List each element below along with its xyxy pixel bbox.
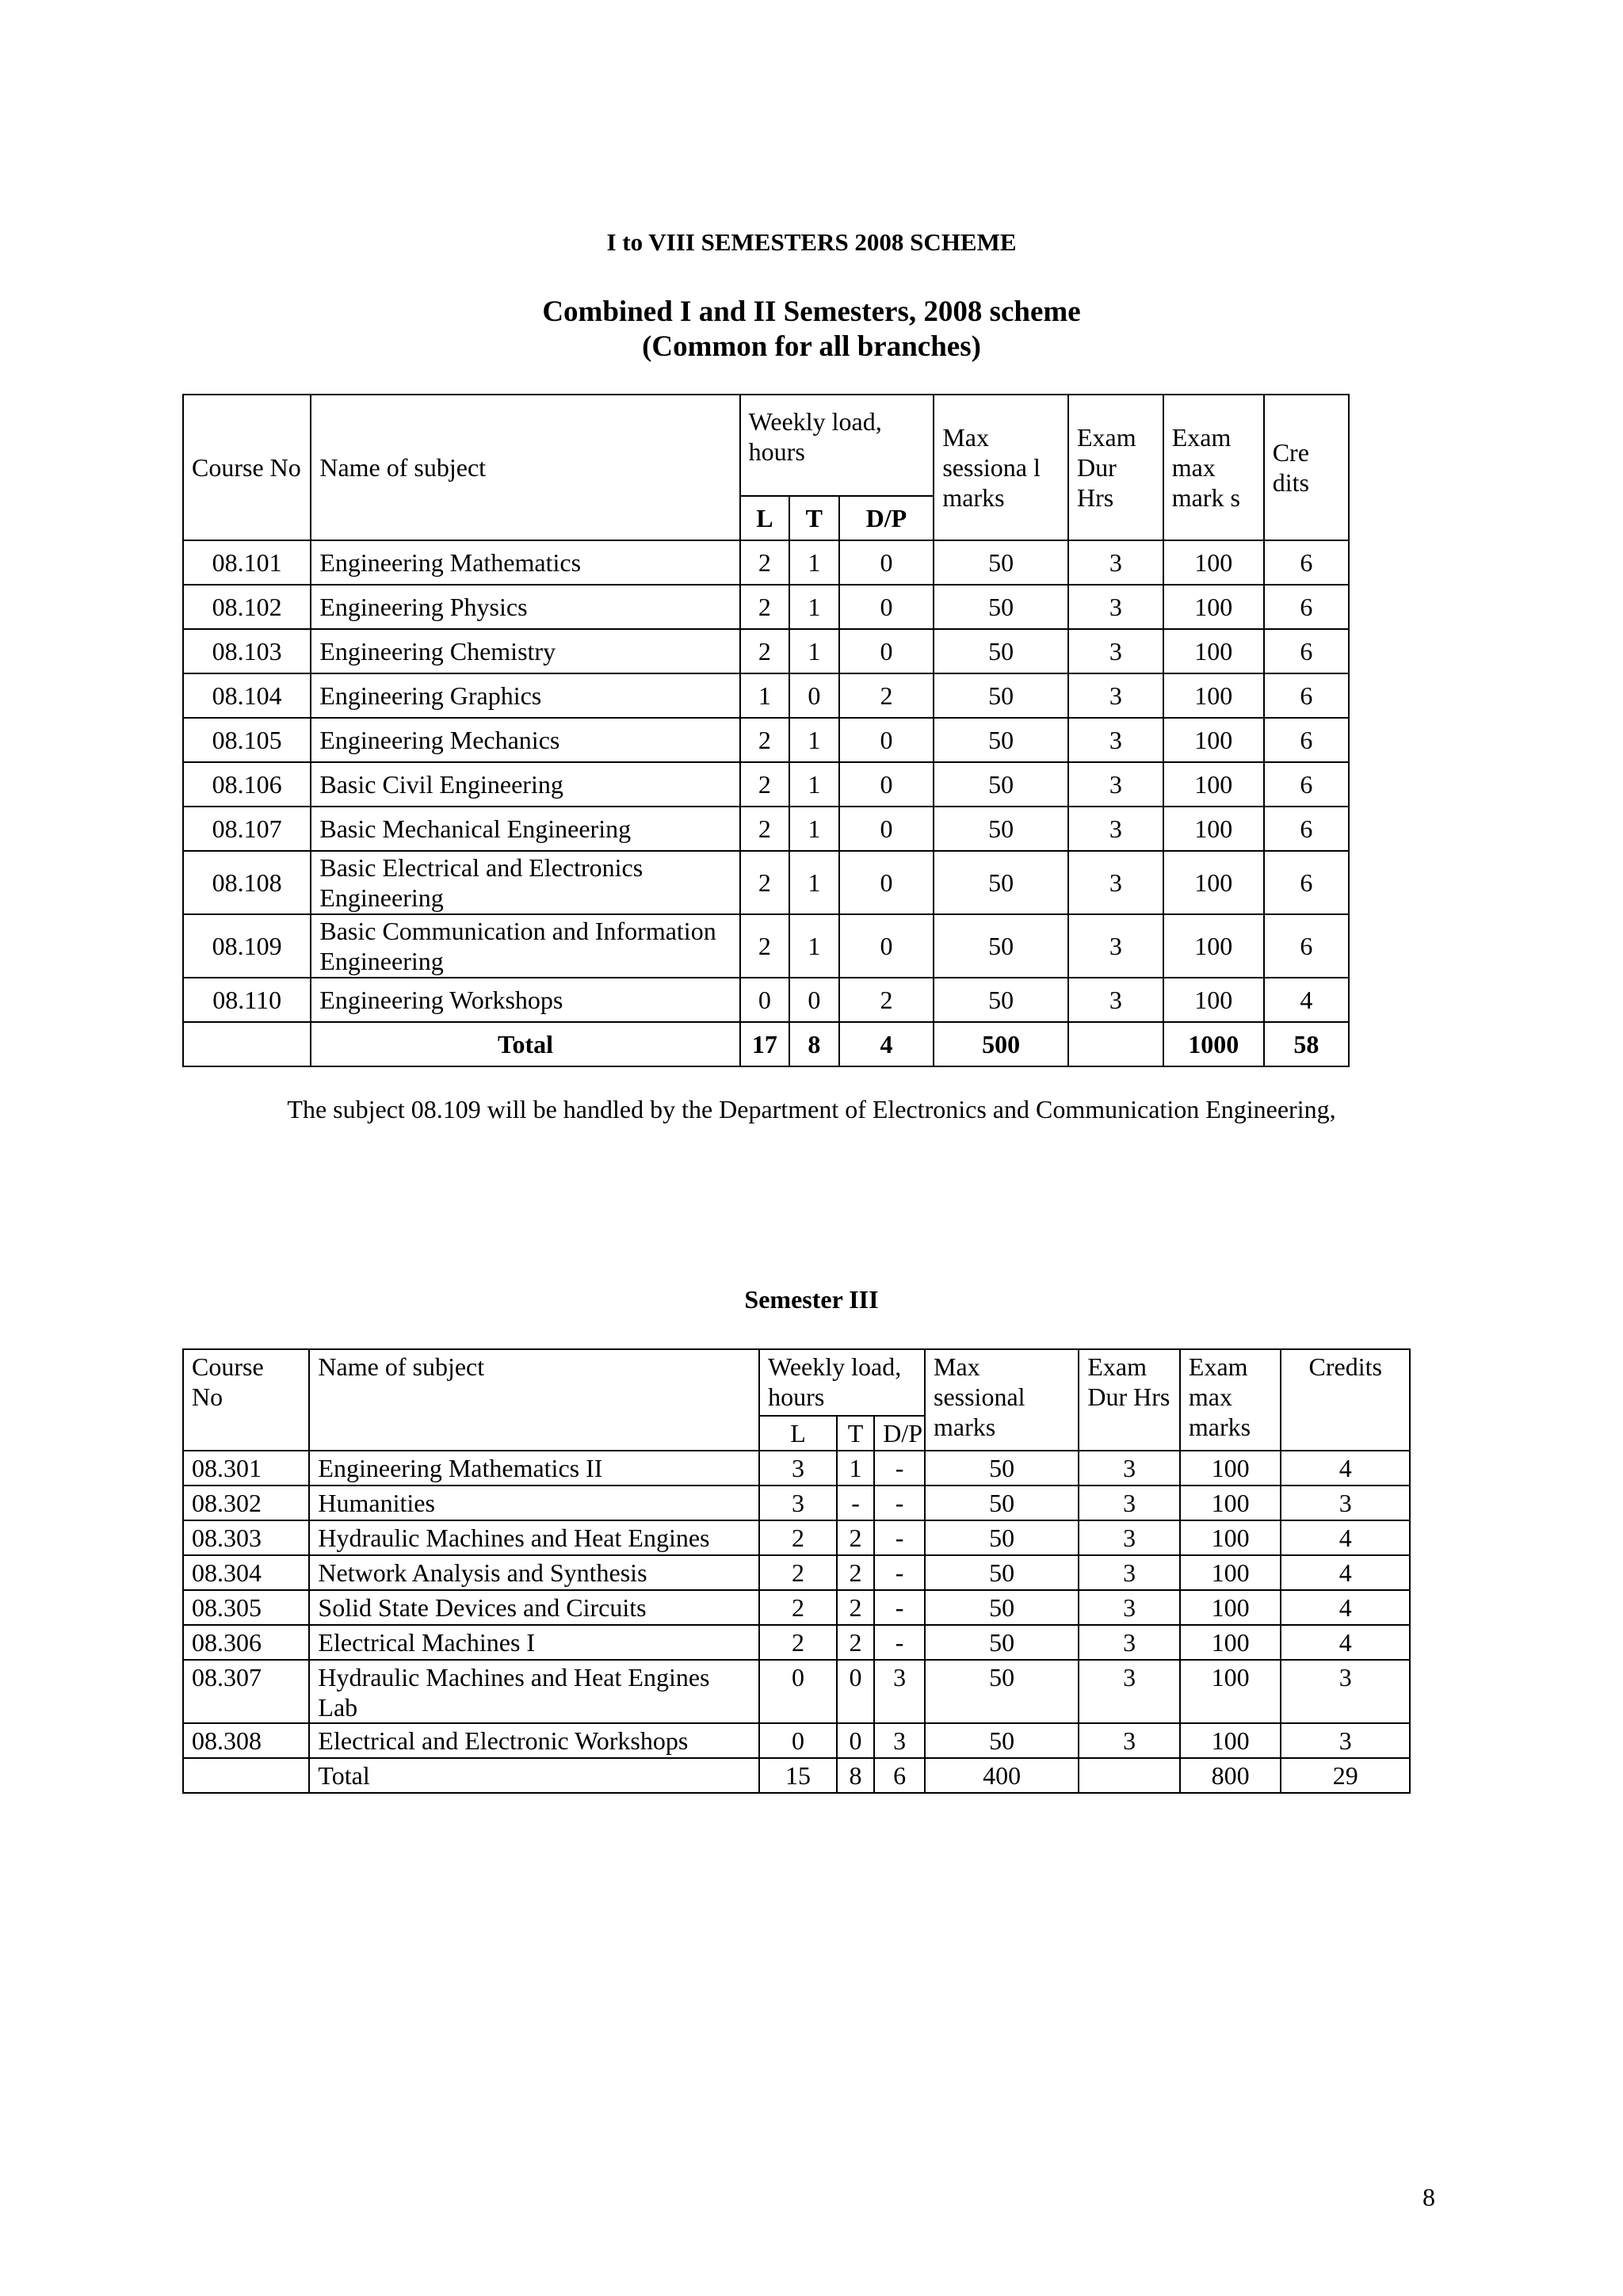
table-row: [183, 851, 1349, 914]
exam-max-cell: 100: [1180, 1723, 1281, 1758]
table-row: [183, 718, 1349, 762]
page-title: I to VIII SEMESTERS 2008 SCHEME: [606, 228, 1017, 256]
total-dur-cell: [1068, 1022, 1163, 1066]
dp-cell: 3: [874, 1723, 925, 1758]
course-no-cell: 08.107: [183, 807, 311, 851]
credits-cell: 3: [1281, 1486, 1410, 1520]
header-t: T: [789, 496, 838, 540]
course-no-cell: 08.307: [183, 1660, 309, 1723]
l-cell: 2: [740, 762, 789, 807]
sessional-cell: 50: [925, 1451, 1079, 1486]
sessional-cell: 50: [934, 673, 1068, 718]
header-dp: D/P: [874, 1416, 925, 1451]
table-row: [183, 673, 1349, 718]
l-cell: 0: [759, 1660, 837, 1723]
header-exam-max: Exam max mark s: [1163, 395, 1264, 540]
total-dp-cell: 4: [839, 1022, 934, 1066]
course-no-cell: 08.109: [183, 914, 311, 978]
total-row: [183, 1758, 1410, 1793]
t-cell: -: [837, 1486, 874, 1520]
course-no-cell: 08.103: [183, 629, 311, 673]
exam-max-cell: 100: [1163, 978, 1264, 1022]
table-row: [183, 1486, 1410, 1520]
exam-dur-cell: 3: [1068, 629, 1163, 673]
sessional-cell: 50: [934, 914, 1068, 978]
sessional-cell: 50: [934, 851, 1068, 914]
credits-cell: 4: [1281, 1520, 1410, 1555]
table-row: [183, 585, 1349, 629]
subject-name-cell: Electrical Machines I: [309, 1625, 759, 1660]
exam-dur-cell: 3: [1068, 673, 1163, 718]
subject-name-cell: Network Analysis and Synthesis: [309, 1555, 759, 1590]
credits-cell: 4: [1281, 1451, 1410, 1486]
exam-dur-cell: 3: [1068, 762, 1163, 807]
l-cell: 2: [759, 1590, 837, 1625]
credits-cell: 6: [1264, 851, 1349, 914]
l-cell: 2: [759, 1555, 837, 1590]
l-cell: 0: [740, 978, 789, 1022]
t-cell: 0: [789, 673, 838, 718]
total-t-cell: 8: [837, 1758, 874, 1793]
exam-dur-cell: 3: [1079, 1486, 1180, 1520]
subject-name-cell: Solid State Devices and Circuits: [309, 1590, 759, 1625]
subject-name-cell: Engineering Chemistry: [311, 629, 739, 673]
course-no-cell: 08.110: [183, 978, 311, 1022]
header-name: Name of subject: [309, 1349, 759, 1451]
header-credits: Cre dits: [1264, 395, 1349, 540]
l-cell: 2: [740, 540, 789, 585]
dp-cell: -: [874, 1625, 925, 1660]
exam-dur-cell: 3: [1068, 851, 1163, 914]
subject-name-cell: Humanities: [309, 1486, 759, 1520]
credits-cell: 4: [1281, 1590, 1410, 1625]
header-weekly-load: Weekly load, hours: [759, 1349, 925, 1416]
total-l-cell: 17: [740, 1022, 789, 1066]
t-cell: 0: [789, 978, 838, 1022]
l-cell: 3: [759, 1486, 837, 1520]
subject-name-cell: Basic Civil Engineering: [311, 762, 739, 807]
semester-3-table: [182, 1348, 1411, 1794]
header-weekly-load: Weekly load, hours: [740, 395, 934, 496]
exam-max-cell: 100: [1163, 718, 1264, 762]
exam-max-cell: 100: [1163, 914, 1264, 978]
exam-dur-cell: 3: [1068, 585, 1163, 629]
credits-cell: 4: [1264, 978, 1349, 1022]
l-cell: 2: [740, 718, 789, 762]
t-cell: 2: [837, 1625, 874, 1660]
sessional-cell: 50: [925, 1723, 1079, 1758]
header-max-sessional: Max sessiona l marks: [934, 395, 1068, 540]
l-cell: 2: [759, 1625, 837, 1660]
course-no-cell: 08.305: [183, 1590, 309, 1625]
table-row: [183, 540, 1349, 585]
course-no-cell: 08.106: [183, 762, 311, 807]
total-sessional-cell: 500: [934, 1022, 1068, 1066]
header-exam-dur: Exam Dur Hrs: [1079, 1349, 1180, 1451]
l-cell: 2: [759, 1520, 837, 1555]
total-blank-cell: [183, 1758, 309, 1793]
course-no-cell: 08.104: [183, 673, 311, 718]
dp-cell: 0: [839, 629, 934, 673]
exam-dur-cell: 3: [1079, 1520, 1180, 1555]
table-header-row: [183, 395, 1349, 496]
sessional-cell: 50: [925, 1486, 1079, 1520]
total-blank-cell: [183, 1022, 311, 1066]
subject-name-cell: Hydraulic Machines and Heat Engines Lab: [309, 1660, 759, 1723]
l-cell: 2: [740, 629, 789, 673]
credits-cell: 3: [1281, 1723, 1410, 1758]
total-dur-cell: [1079, 1758, 1180, 1793]
dp-cell: -: [874, 1520, 925, 1555]
sessional-cell: 50: [934, 807, 1068, 851]
credits-cell: 4: [1281, 1555, 1410, 1590]
table-row: [183, 1660, 1410, 1723]
exam-dur-cell: 3: [1079, 1590, 1180, 1625]
dp-cell: 0: [839, 914, 934, 978]
table-row: [183, 1625, 1410, 1660]
exam-dur-cell: 3: [1068, 807, 1163, 851]
exam-dur-cell: 3: [1079, 1625, 1180, 1660]
subject-name-cell: Basic Electrical and Electronics Engineering: [311, 851, 739, 914]
t-cell: 1: [789, 585, 838, 629]
sessional-cell: 50: [934, 585, 1068, 629]
header-name: Name of subject: [311, 395, 739, 540]
l-cell: 2: [740, 851, 789, 914]
exam-dur-cell: 3: [1068, 718, 1163, 762]
subject-name-cell: Engineering Mechanics: [311, 718, 739, 762]
credits-cell: 6: [1264, 762, 1349, 807]
credits-cell: 6: [1264, 807, 1349, 851]
subject-name-cell: Engineering Workshops: [311, 978, 739, 1022]
total-label: Total: [311, 1022, 739, 1066]
sessional-cell: 50: [934, 718, 1068, 762]
header-credits: Credits: [1281, 1349, 1410, 1451]
credits-cell: 6: [1264, 718, 1349, 762]
sessional-cell: 50: [925, 1660, 1079, 1723]
table2-title: Semester III: [744, 1285, 879, 1314]
exam-max-cell: 100: [1180, 1520, 1281, 1555]
exam-dur-cell: 3: [1068, 914, 1163, 978]
total-dp-cell: 6: [874, 1758, 925, 1793]
sessional-cell: 50: [934, 629, 1068, 673]
l-cell: 2: [740, 914, 789, 978]
course-no-cell: 08.302: [183, 1486, 309, 1520]
exam-dur-cell: 3: [1079, 1555, 1180, 1590]
subject-name-cell: Engineering Graphics: [311, 673, 739, 718]
exam-max-cell: 100: [1180, 1660, 1281, 1723]
sessional-cell: 50: [925, 1555, 1079, 1590]
course-no-cell: 08.308: [183, 1723, 309, 1758]
course-no-cell: 08.306: [183, 1625, 309, 1660]
page-number: 8: [1423, 2183, 1435, 2211]
t-cell: 0: [837, 1723, 874, 1758]
header-t: T: [837, 1416, 874, 1451]
t-cell: 0: [837, 1660, 874, 1723]
dp-cell: -: [874, 1590, 925, 1625]
exam-max-cell: 100: [1180, 1451, 1281, 1486]
header-dp: D/P: [839, 496, 934, 540]
subject-name-cell: Hydraulic Machines and Heat Engines: [309, 1520, 759, 1555]
dp-cell: 2: [839, 673, 934, 718]
exam-max-cell: 100: [1163, 629, 1264, 673]
table1-title: Combined I and II Semesters, 2008 scheme: [542, 296, 1081, 328]
exam-max-cell: 100: [1163, 585, 1264, 629]
exam-max-cell: 100: [1180, 1590, 1281, 1625]
exam-max-cell: 100: [1180, 1486, 1281, 1520]
header-l: L: [759, 1416, 837, 1451]
header-course-no: Course No: [183, 395, 311, 540]
dp-cell: 0: [839, 762, 934, 807]
t-cell: 1: [789, 762, 838, 807]
course-no-cell: 08.301: [183, 1451, 309, 1486]
total-l-cell: 15: [759, 1758, 837, 1793]
t-cell: 1: [789, 807, 838, 851]
course-no-cell: 08.102: [183, 585, 311, 629]
t-cell: 1: [789, 914, 838, 978]
table-row: [183, 1723, 1410, 1758]
exam-max-cell: 100: [1163, 762, 1264, 807]
total-label: Total: [309, 1758, 759, 1793]
header-exam-max: Exam max marks: [1180, 1349, 1281, 1451]
credits-cell: 6: [1264, 914, 1349, 978]
table-row: [183, 914, 1349, 978]
header-max-sessional: Max sessional marks: [925, 1349, 1079, 1451]
dp-cell: 0: [839, 540, 934, 585]
l-cell: 2: [740, 807, 789, 851]
table-row: [183, 1451, 1410, 1486]
course-no-cell: 08.303: [183, 1520, 309, 1555]
subject-name-cell: Electrical and Electronic Workshops: [309, 1723, 759, 1758]
dp-cell: 0: [839, 807, 934, 851]
t-cell: 2: [837, 1520, 874, 1555]
dp-cell: 2: [839, 978, 934, 1022]
header-exam-dur: Exam Dur Hrs: [1068, 395, 1163, 540]
subject-name-cell: Basic Mechanical Engineering: [311, 807, 739, 851]
exam-max-cell: 100: [1163, 807, 1264, 851]
table-row: [183, 807, 1349, 851]
total-credits-cell: 58: [1264, 1022, 1349, 1066]
exam-max-cell: 100: [1163, 673, 1264, 718]
course-no-cell: 08.101: [183, 540, 311, 585]
table-row: [183, 629, 1349, 673]
header-l: L: [740, 496, 789, 540]
dp-cell: 0: [839, 718, 934, 762]
header-course-no: Course No: [183, 1349, 309, 1451]
semester-1-2-table: [182, 394, 1350, 1067]
exam-max-cell: 100: [1180, 1625, 1281, 1660]
exam-max-cell: 100: [1163, 851, 1264, 914]
l-cell: 3: [759, 1451, 837, 1486]
subject-name-cell: Engineering Mathematics II: [309, 1451, 759, 1486]
course-no-cell: 08.105: [183, 718, 311, 762]
credits-cell: 6: [1264, 585, 1349, 629]
l-cell: 0: [759, 1723, 837, 1758]
table-row: [183, 762, 1349, 807]
t-cell: 1: [789, 851, 838, 914]
course-no-cell: 08.304: [183, 1555, 309, 1590]
exam-dur-cell: 3: [1079, 1451, 1180, 1486]
exam-dur-cell: 3: [1068, 978, 1163, 1022]
note-text: The subject 08.109 will be handled by the Department of Electronics and Communication Engineering,: [287, 1095, 1336, 1123]
total-sessional-cell: 400: [925, 1758, 1079, 1793]
total-t-cell: 8: [789, 1022, 838, 1066]
total-exam-cell: 800: [1180, 1758, 1281, 1793]
subject-name-cell: Engineering Mathematics: [311, 540, 739, 585]
total-exam-cell: 1000: [1163, 1022, 1264, 1066]
dp-cell: -: [874, 1555, 925, 1590]
exam-max-cell: 100: [1163, 540, 1264, 585]
exam-dur-cell: 3: [1068, 540, 1163, 585]
table-header-row: [183, 1349, 1410, 1416]
table-row: [183, 1555, 1410, 1590]
t-cell: 2: [837, 1555, 874, 1590]
credits-cell: 3: [1281, 1660, 1410, 1723]
t-cell: 1: [789, 629, 838, 673]
sessional-cell: 50: [925, 1625, 1079, 1660]
t-cell: 1: [837, 1451, 874, 1486]
subject-name-cell: Basic Communication and Information Engineering: [311, 914, 739, 978]
exam-max-cell: 100: [1180, 1555, 1281, 1590]
l-cell: 1: [740, 673, 789, 718]
sessional-cell: 50: [925, 1590, 1079, 1625]
total-credits-cell: 29: [1281, 1758, 1410, 1793]
dp-cell: -: [874, 1486, 925, 1520]
table-row: [183, 1520, 1410, 1555]
sessional-cell: 50: [925, 1520, 1079, 1555]
table1-subtitle: (Common for all branches): [642, 330, 981, 363]
t-cell: 1: [789, 540, 838, 585]
table-row: [183, 1590, 1410, 1625]
credits-cell: 6: [1264, 629, 1349, 673]
sessional-cell: 50: [934, 762, 1068, 807]
sessional-cell: 50: [934, 978, 1068, 1022]
credits-cell: 4: [1281, 1625, 1410, 1660]
t-cell: 2: [837, 1590, 874, 1625]
dp-cell: 3: [874, 1660, 925, 1723]
course-no-cell: 08.108: [183, 851, 311, 914]
subject-name-cell: Engineering Physics: [311, 585, 739, 629]
dp-cell: 0: [839, 585, 934, 629]
dp-cell: 0: [839, 851, 934, 914]
exam-dur-cell: 3: [1079, 1723, 1180, 1758]
total-row: [183, 1022, 1349, 1066]
l-cell: 2: [740, 585, 789, 629]
table-row: [183, 978, 1349, 1022]
sessional-cell: 50: [934, 540, 1068, 585]
dp-cell: -: [874, 1451, 925, 1486]
credits-cell: 6: [1264, 673, 1349, 718]
t-cell: 1: [789, 718, 838, 762]
credits-cell: 6: [1264, 540, 1349, 585]
exam-dur-cell: 3: [1079, 1660, 1180, 1723]
